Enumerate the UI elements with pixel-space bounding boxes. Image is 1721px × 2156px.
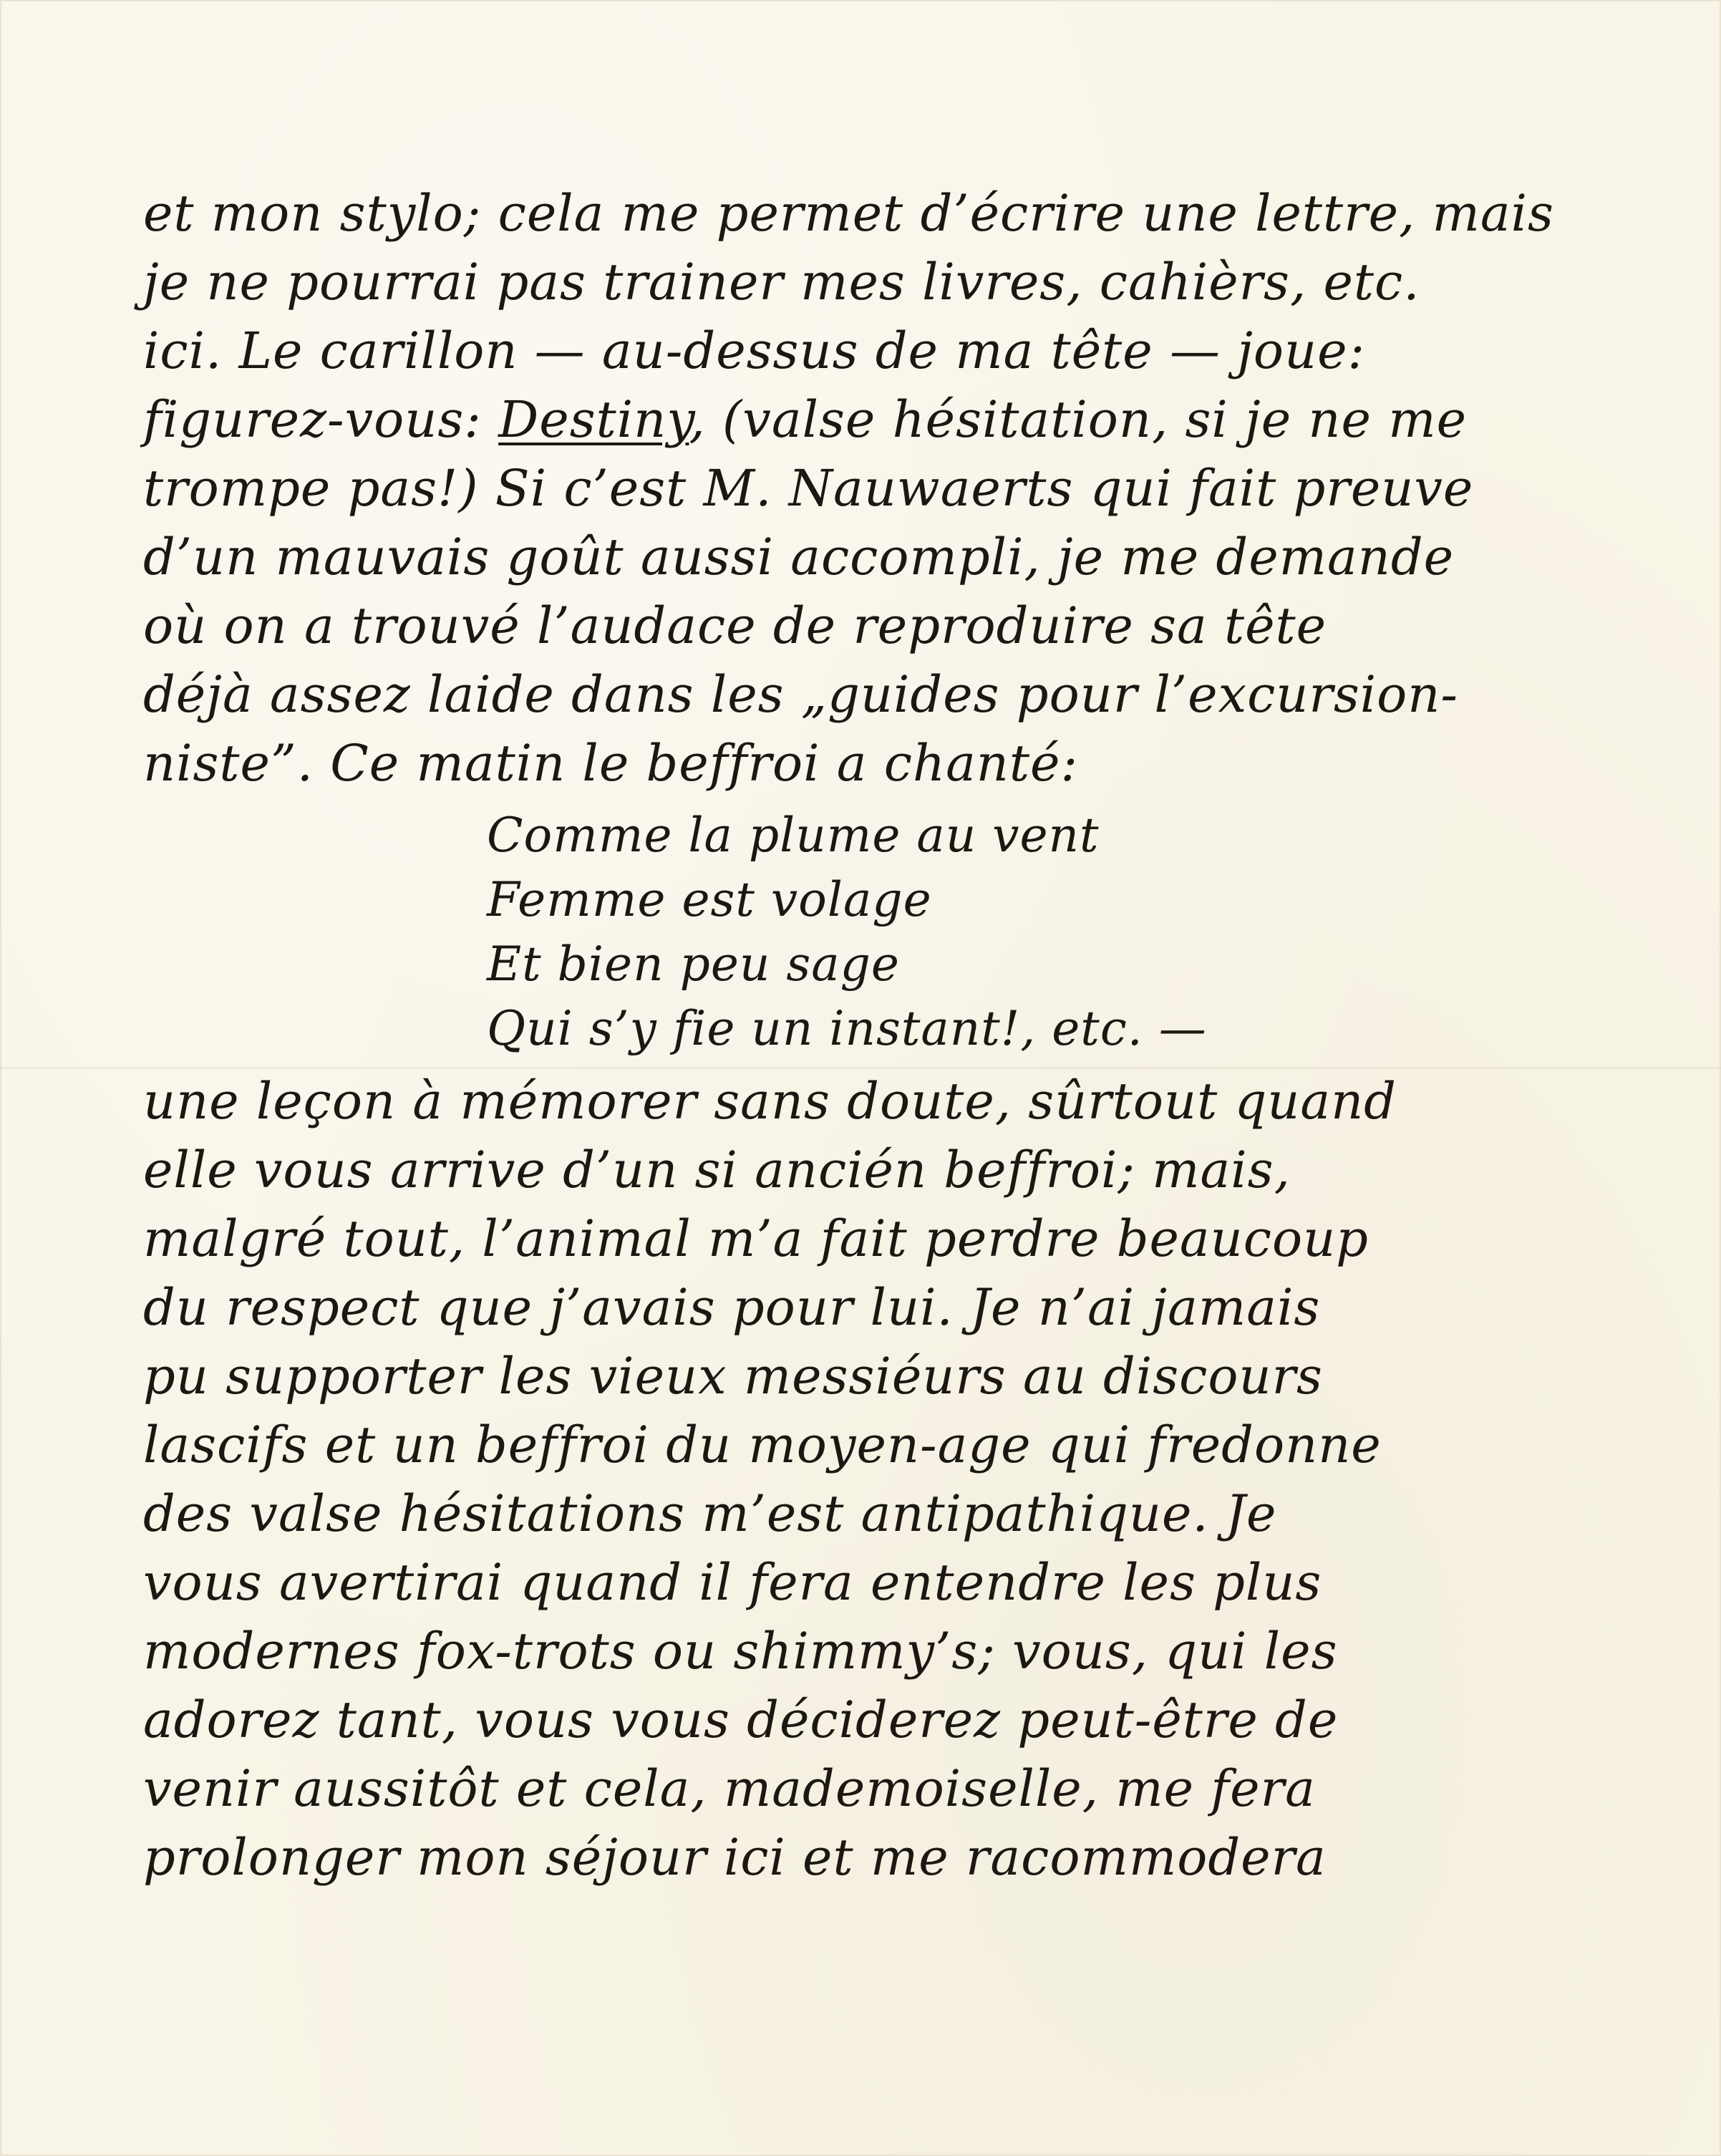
letter-line: malgré tout, l’animal m’a fait perdre beaucoup — [143, 1209, 1369, 1268]
verse-line: Femme est volage — [487, 872, 932, 927]
letter-line: des valse hésitations m’est antipathique. Je — [143, 1484, 1277, 1543]
letter-line: je ne pourrai pas trainer mes livres, cahièrs, etc. — [143, 253, 1420, 311]
letter-line: du respect que j’avais pour lui. Je n’ai jamais — [143, 1278, 1321, 1337]
underlined-song-title: Destiny — [498, 390, 689, 449]
letter-line-with-title — [143, 385, 1611, 454]
letter-phrase: , (valse hésitation, si je ne me — [689, 390, 1467, 449]
letter-line: prolonger mon séjour ici et me racommodera — [143, 1828, 1327, 1887]
letter-line: et mon stylo; cela me permet d’écrire une lettre, mais — [143, 184, 1554, 243]
letter-line: niste”. Ce matin le beffroi a chanté: — [143, 734, 1079, 793]
quoted-song-verse — [143, 803, 1611, 1061]
letter-line: d’un mauvais goût aussi accompli, je me demande — [143, 528, 1455, 586]
handwritten-letter-body — [143, 179, 1611, 1892]
letter-line: lascifs et un beffroi du moyen-age qui fredonne — [143, 1416, 1382, 1474]
letter-line: trompe pas!) Si c’est M. Nauwaerts qui fait preuve — [143, 459, 1474, 518]
letter-line: déjà assez laide dans les „guides pour l’excursion- — [143, 665, 1459, 724]
letter-line: pu supporter les vieux messiéurs au discours — [143, 1347, 1323, 1406]
verse-line: Et bien peu sage — [487, 937, 900, 992]
letter-line: modernes fox-trots ou shimmy’s; vous, qui les — [143, 1622, 1338, 1681]
letter-line: venir aussitôt et cela, mademoiselle, me fera — [143, 1759, 1316, 1818]
letter-line: elle vous arrive d’un si ancién beffroi; mais, — [143, 1141, 1291, 1199]
verse-line: Qui s’y fie un instant!, etc. — — [487, 1001, 1207, 1056]
letter-line: ici. Le carillon — au-dessus de ma tête — joue: — [143, 322, 1366, 380]
letter-line: adorez tant, vous vous déciderez peut-être de — [143, 1691, 1339, 1749]
letter-phrase: figurez-vous: — [143, 390, 482, 449]
letter-line: vous avertirai quand il fera entendre les plus — [143, 1553, 1322, 1612]
verse-line: Comme la plume au vent — [487, 808, 1100, 863]
letter-line: où on a trouvé l’audace de reproduire sa tête — [143, 596, 1327, 655]
letter-line: une leçon à mémorer sans doute, sûrtout quand — [143, 1072, 1397, 1131]
